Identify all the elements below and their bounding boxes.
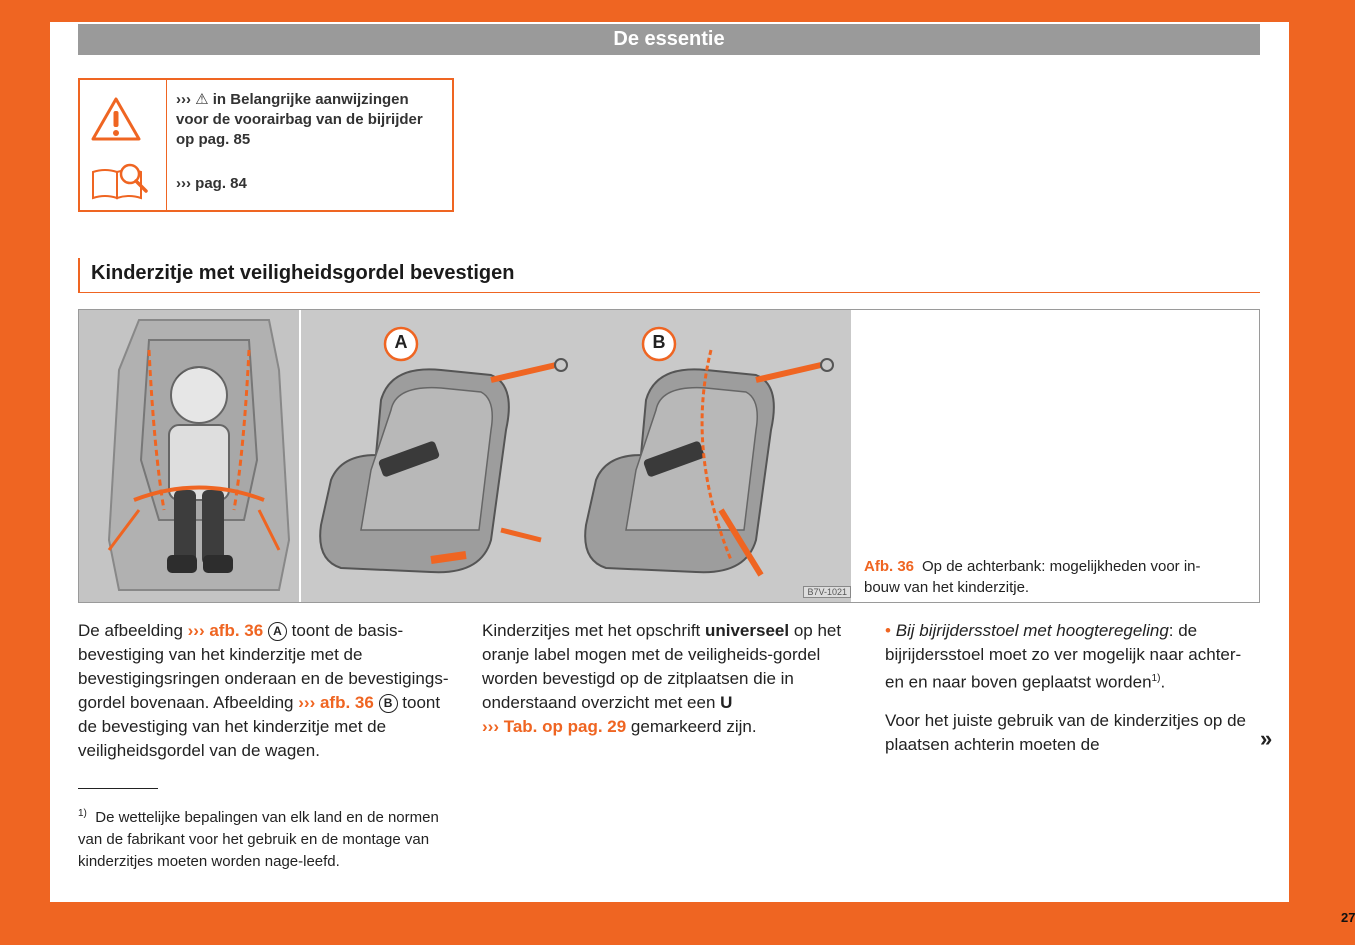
col3-paragraph-2: Voor het juiste gebruik van de kinderzitjes op de plaatsen achterin moeten de: [885, 710, 1247, 754]
child-seat-illustration: [79, 310, 299, 602]
footnote-mark: 1): [78, 808, 87, 819]
col1-text-2: toont de basis-bevestiging van het kinderzitje met de bevestigingsringen onderaan en de bevestigings-gordel bovenaan. Afbeelding: [78, 621, 449, 712]
footnote-rule: [78, 788, 158, 789]
figure-caption-line-2: bouw van het kinderzitje.: [864, 579, 1030, 596]
figure-link-b-text: ››› afb. 36: [298, 693, 374, 712]
label-a: A: [394, 332, 408, 352]
label-b: B: [652, 332, 666, 352]
manual-page: [50, 22, 1355, 925]
figure-panel-child-seat: [79, 310, 299, 602]
warning-triangle-icon: [90, 96, 142, 142]
notice-page-ref[interactable]: ››› pag. 84: [176, 175, 247, 192]
footnote: [78, 803, 453, 873]
table-link[interactable]: ››› Tab. op pag. 29: [482, 717, 627, 736]
body-column-3: [885, 619, 1260, 757]
col1-text-3: toont de bevestiging van het kinderzitje met de veiligheidsgordel van de wagen.: [78, 693, 441, 760]
col3-bullet-paragraph: [885, 619, 1260, 695]
circle-label-a: A: [268, 622, 287, 641]
page-number: 27: [1341, 910, 1355, 925]
figure-36: [78, 309, 1260, 603]
col2-bold-universeel: universeel: [704, 621, 790, 640]
figure-caption-line-1: Op de achterbank: mogelijkheden voor in-: [922, 558, 1201, 575]
page-header: De essentie: [78, 24, 1260, 55]
footnote-ref[interactable]: 1): [1151, 673, 1161, 684]
bullet-icon: •: [885, 621, 891, 640]
footnote-text: De wettelijke bepalingen van elk land en de normen van de fabrikant voor het gebruik en de montage van kinderzitjes moeten worden nage-leefd.: [78, 809, 439, 870]
notice-warning-line-2: voor de voorairbag van de bijrijder: [176, 111, 423, 128]
col2-text-2: op het oranje label mogen met de veiligheids-gordel worden bevestigd op de zitplaatsen die in onderstaand overzicht met een: [482, 621, 842, 712]
continue-arrow-icon: »: [1260, 726, 1273, 751]
figure-link-a-text: ››› afb. 36: [187, 621, 264, 640]
col3-italic: Bij bijrijdersstoel met hoogteregeling: [895, 621, 1169, 640]
body-column-2: [482, 619, 852, 739]
col3-text-1: : de bijrijdersstoel moet zo ver mogelijk naar achter-en en naar boven geplaatst worden: [885, 621, 1242, 692]
col3-text-2: .: [1160, 672, 1166, 692]
figure-link-a[interactable]: [188, 621, 264, 640]
notice-warning-line-1: ››› ⚠ in Belangrijke aanwijzingen: [176, 91, 409, 108]
col2-text-1: Kinderzitjes met het opschrift: [482, 621, 705, 640]
notice-warning-text[interactable]: [176, 90, 423, 150]
circle-label-b: B: [379, 694, 398, 713]
figure-ref-code: B7V-1021: [803, 586, 851, 598]
book-magnifier-icon: [90, 160, 150, 202]
figure-caption: [864, 556, 1249, 598]
col2-text-3: gemarkeerd zijn.: [626, 717, 757, 736]
notice-warning-line-3: op pag. 85: [176, 131, 251, 148]
notice-divider: [166, 80, 167, 210]
notice-box: [78, 78, 454, 212]
figure-caption-label: Afb. 36: [864, 558, 915, 575]
body-column-1: [78, 619, 453, 763]
col2-bold-u: U: [720, 693, 733, 712]
section-title: Kinderzitje met veiligheidsgordel bevestigen: [78, 258, 1260, 293]
col1-text-1: De afbeelding: [78, 621, 188, 640]
figure-link-b[interactable]: [298, 693, 374, 712]
